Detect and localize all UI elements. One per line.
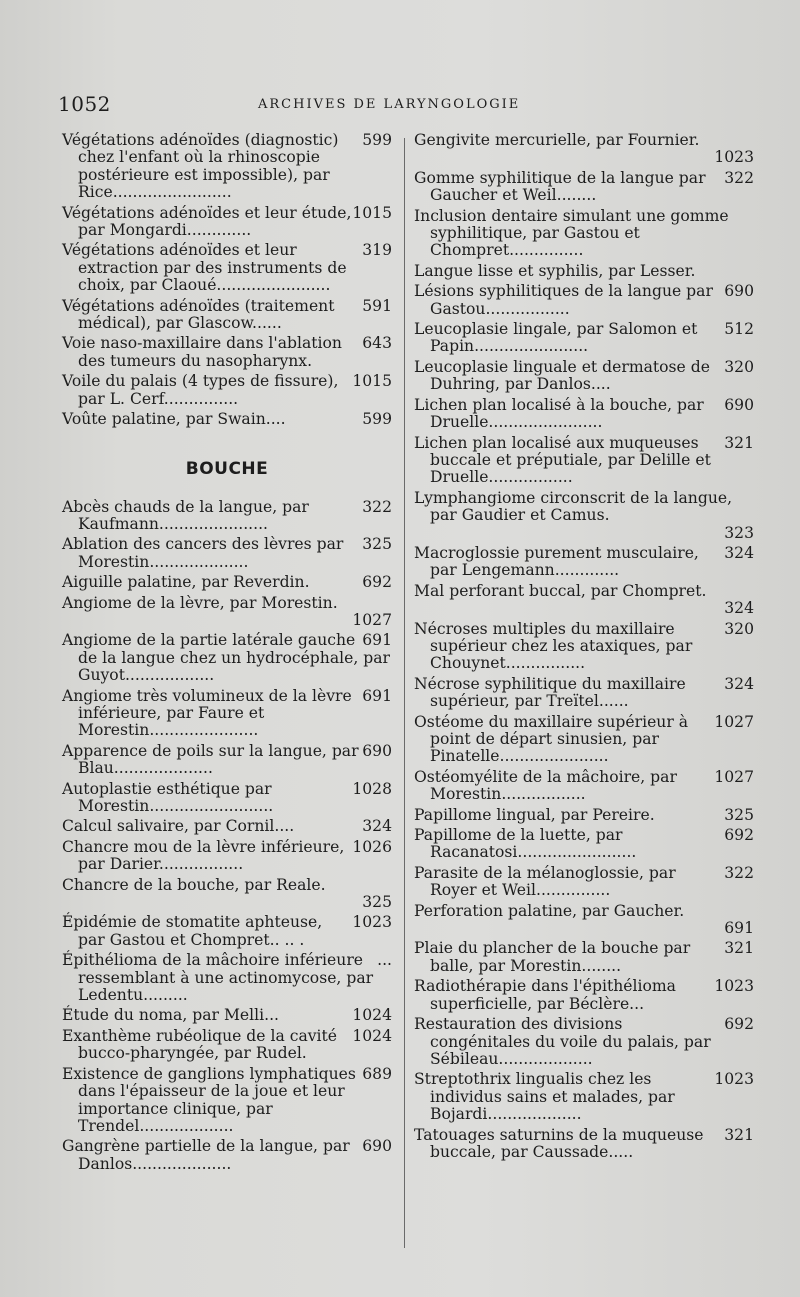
entry-text: Exanthème rubéolique de la cavité bucco-pharyngée, par Rudel. — [62, 1026, 338, 1063]
entry-text: Autoplastie esthétique par Morestin......................... — [62, 779, 274, 815]
index-entry — [62, 743, 392, 778]
entry-text: Voile du palais (4 types de fissure), par L. Cerf............... — [62, 372, 339, 408]
index-entry — [62, 818, 392, 835]
entry-page-number: 690 — [724, 282, 754, 301]
index-entry — [62, 205, 392, 240]
entry-page-number: 689 — [362, 1064, 392, 1083]
entry-page-number: 321 — [724, 1125, 754, 1144]
entry-page-number: 692 — [724, 826, 754, 845]
entry-page-number: 324 — [724, 543, 754, 562]
index-list-right — [414, 132, 754, 1161]
entry-page-number: 321 — [724, 939, 754, 958]
entry-text: Lichen plan localisé à la bouche, par Druelle....................... — [414, 395, 704, 432]
index-entry — [414, 490, 754, 542]
entry-text: Végétations adénoïdes et leur étude, par Mongardi............. — [62, 203, 352, 240]
index-entry — [414, 676, 754, 711]
entry-text: Leucoplasie linguale et dermatose de Duhring, par Danlos.... — [414, 357, 710, 394]
entry-page-number: 643 — [362, 334, 392, 353]
index-entry — [414, 321, 754, 356]
entry-page-number: 591 — [362, 296, 392, 315]
index-entry — [62, 536, 392, 571]
entry-page-number: 690 — [362, 741, 392, 760]
entry-page-number: 691 — [362, 686, 392, 705]
entry-text: Chancre mou de la lèvre inférieure, par Darier................. — [62, 837, 345, 874]
entry-page-number: 1024 — [352, 1006, 392, 1025]
page-header — [58, 92, 758, 122]
entry-text: Végétations adénoïdes (traitement médical), par Glascow...... — [62, 296, 335, 333]
column-divider — [404, 138, 405, 1248]
entry-text: Aiguille palatine, par Reverdin. — [62, 573, 310, 592]
entry-page-number: 1024 — [352, 1026, 392, 1045]
entry-text: Angiome très volumineux de la lèvre inférieure, par Faure et Morestin...................... — [62, 686, 352, 740]
entry-text: Langue lisse et syphilis, par Lesser. — [414, 261, 696, 280]
page-number: 1052 — [58, 92, 111, 116]
index-entry — [62, 914, 392, 949]
entry-text: Lichen plan localisé aux muqueuses buccale et préputiale, par Delille et Druelle................. — [414, 433, 711, 487]
index-list-top — [62, 132, 392, 429]
entry-text: Macroglossie purement musculaire, par Lengemann............. — [414, 543, 699, 580]
entry-text: Végétations adénoïdes et leur extraction par des instruments de choix, par Claoué....................... — [62, 241, 347, 295]
entry-page-number: 690 — [724, 395, 754, 414]
entry-page-number: 512 — [724, 320, 754, 339]
index-entry — [414, 208, 754, 260]
entry-text: Lymphangiome circonscrit de la langue, par Gaudier et Camus. — [414, 488, 733, 525]
entry-text: Angiome de la lèvre, par Morestin. — [62, 593, 338, 612]
entry-text: Épithélioma de la mâchoire inférieure ressemblant à une actinomycose, par Ledentu......... — [62, 951, 374, 1005]
index-entry — [414, 435, 754, 487]
index-entry — [414, 714, 754, 766]
index-entry — [62, 839, 392, 874]
index-entry — [414, 283, 754, 318]
entry-page-number: 324 — [724, 674, 754, 693]
entry-text: Abcès chauds de la langue, par Kaufmann...................... — [62, 497, 309, 533]
entry-text: Nécroses multiples du maxillaire supérieur chez les ataxiques, par Chouynet................ — [414, 619, 693, 673]
entry-page-number: 1023 — [714, 1070, 754, 1089]
entry-text: Gengivite mercurielle, par Fournier. — [414, 131, 700, 149]
index-entry — [414, 940, 754, 975]
index-entry — [62, 595, 392, 630]
index-entry — [62, 1066, 392, 1136]
entry-page-number: 1015 — [352, 203, 392, 222]
entry-page-number: 1023 — [714, 148, 754, 167]
entry-text: Ablation des cancers des lèvres par Morestin.................... — [62, 535, 344, 571]
entry-page-number: 320 — [724, 357, 754, 376]
entry-page-number: 324 — [724, 599, 754, 618]
entry-text: Plaie du plancher de la bouche par balle, par Morestin........ — [414, 939, 691, 975]
entry-text: Existence de ganglions lymphatiques dans l'épaisseur de la joue et leur importance clinique, par Trendel................... — [62, 1064, 356, 1135]
entry-text: Épidémie de stomatite aphteuse, par Gastou et Chompret.. .. . — [62, 913, 323, 949]
entry-text: Voie naso-maxillaire dans l'ablation des tumeurs du nasopharynx. — [62, 334, 342, 370]
entry-text: Perforation palatine, par Gaucher. — [414, 901, 685, 920]
entry-text: Ostéome du maxillaire supérieur à point de départ sinusien, par Pinatelle...................... — [414, 712, 689, 766]
entry-page-number: 1015 — [352, 372, 392, 391]
entry-page-number: 1027 — [352, 610, 392, 629]
entry-page-number: 322 — [724, 863, 754, 882]
entry-page-number: 323 — [724, 523, 754, 542]
index-entry — [414, 170, 754, 205]
entry-text: Lésions syphilitiques de la langue par Gastou................. — [414, 282, 713, 318]
entry-page-number: 321 — [724, 433, 754, 452]
index-entry — [414, 1071, 754, 1123]
entry-page-number: 319 — [362, 241, 392, 260]
entry-text: Nécrose syphilitique du maxillaire supérieur, par Treïtel...... — [414, 674, 686, 711]
index-entry — [414, 1016, 754, 1068]
entry-text: Gomme syphilitique de la langue par Gaucher et Weil........ — [414, 168, 706, 205]
entry-page-number: 1027 — [714, 767, 754, 786]
index-list-bouche — [62, 499, 392, 1174]
index-entry — [414, 769, 754, 804]
index-entry — [414, 397, 754, 432]
entry-text: Tatouages saturnins de la muqueuse buccale, par Caussade..... — [414, 1125, 704, 1161]
entry-text: Angiome de la partie latérale gauche de la langue chez un hydrocéphale, par Guyot.................. — [62, 631, 390, 685]
entry-page-number: 320 — [724, 619, 754, 638]
entry-text: Végétations adénoïdes (diagnostic) chez l'enfant où la rhinoscopie postérieure est impossible), par Rice........................ — [62, 131, 339, 202]
entry-page-number: 1028 — [352, 779, 392, 798]
index-entry — [62, 688, 392, 740]
index-entry — [414, 1127, 754, 1162]
index-entry — [414, 359, 754, 394]
index-entry — [62, 132, 392, 202]
entry-page-number: 690 — [362, 1137, 392, 1156]
entry-page-number: 322 — [724, 168, 754, 187]
entry-page-number: 325 — [362, 535, 392, 554]
index-entry — [62, 373, 392, 408]
entry-text: Parasite de la mélanoglossie, par Royer et Weil............... — [414, 863, 676, 900]
entry-page-number: 324 — [362, 817, 392, 836]
index-entry — [414, 827, 754, 862]
entry-page-number: 1023 — [714, 977, 754, 996]
index-entry — [62, 877, 392, 912]
entry-text: Streptothrix lingualis chez les individus sains et malades, par Bojardi................... — [414, 1070, 675, 1124]
entry-page-number: 1023 — [352, 913, 392, 932]
entry-page-number: 1026 — [352, 837, 392, 856]
entry-text: Voûte palatine, par Swain.... — [62, 410, 286, 429]
index-entry — [414, 978, 754, 1013]
index-entry — [414, 865, 754, 900]
entry-text: Mal perforant buccal, par Chompret. — [414, 581, 707, 600]
index-entry — [414, 621, 754, 673]
running-head: ARCHIVES DE LARYNGOLOGIE — [258, 97, 521, 112]
index-entry — [62, 242, 392, 294]
index-entry — [62, 781, 392, 816]
entry-page-number: 599 — [362, 410, 392, 429]
entry-page-number: 325 — [362, 893, 392, 912]
index-entry — [62, 298, 392, 333]
right-column — [414, 132, 754, 1164]
index-entry — [62, 1007, 392, 1024]
entry-text: Papillome lingual, par Pereire. — [414, 805, 655, 824]
entry-page-number: 691 — [724, 919, 754, 938]
entry-text: Chancre de la bouche, par Reale. — [62, 875, 326, 894]
entry-text: Restauration des divisions congénitales du voile du palais, par Sébileau................... — [414, 1015, 711, 1068]
entry-text: Apparence de poils sur la langue, par Blau.................... — [62, 741, 359, 778]
index-entry — [62, 952, 392, 1004]
entry-text: Calcul salivaire, par Cornil.... — [62, 817, 295, 836]
index-entry — [414, 263, 754, 280]
entry-text: Étude du noma, par Melli... — [62, 1006, 279, 1025]
index-entry — [62, 1138, 392, 1173]
entry-text: Papillome de la luette, par Racanatosi........................ — [414, 826, 637, 862]
index-entry — [62, 1028, 392, 1063]
entry-text: Leucoplasie lingale, par Salomon et Papin....................... — [414, 320, 698, 356]
entry-page-number: 692 — [724, 1015, 754, 1034]
entry-page-number: 325 — [724, 805, 754, 824]
index-entry — [62, 499, 392, 534]
index-entry — [414, 545, 754, 580]
entry-text: Gangrène partielle de la langue, par Danlos.................... — [62, 1137, 350, 1173]
left-column — [62, 132, 392, 1176]
index-entry — [62, 411, 392, 428]
index-entry — [62, 632, 392, 684]
entry-page-number: 1027 — [714, 712, 754, 731]
entry-text: Ostéomyélite de la mâchoire, par Morestin................. — [414, 767, 677, 804]
index-entry — [414, 132, 754, 167]
section-title: BOUCHE — [185, 458, 269, 479]
entry-page-number: 692 — [362, 573, 392, 592]
entry-page-number: 599 — [362, 131, 392, 149]
entry-text: Inclusion dentaire simulant une gomme syphilitique, par Gastou et Chompret............... — [414, 206, 729, 260]
index-entry — [62, 574, 392, 591]
index-entry — [414, 807, 754, 824]
index-entry — [62, 335, 392, 370]
index-entry — [414, 903, 754, 938]
index-entry — [414, 583, 754, 618]
entry-page-number: 691 — [362, 631, 392, 650]
entry-text: Radiothérapie dans l'épithélioma superficielle, par Béclère... — [414, 977, 676, 1013]
entry-page-number: ... — [377, 951, 392, 970]
entry-page-number: 322 — [362, 497, 392, 516]
